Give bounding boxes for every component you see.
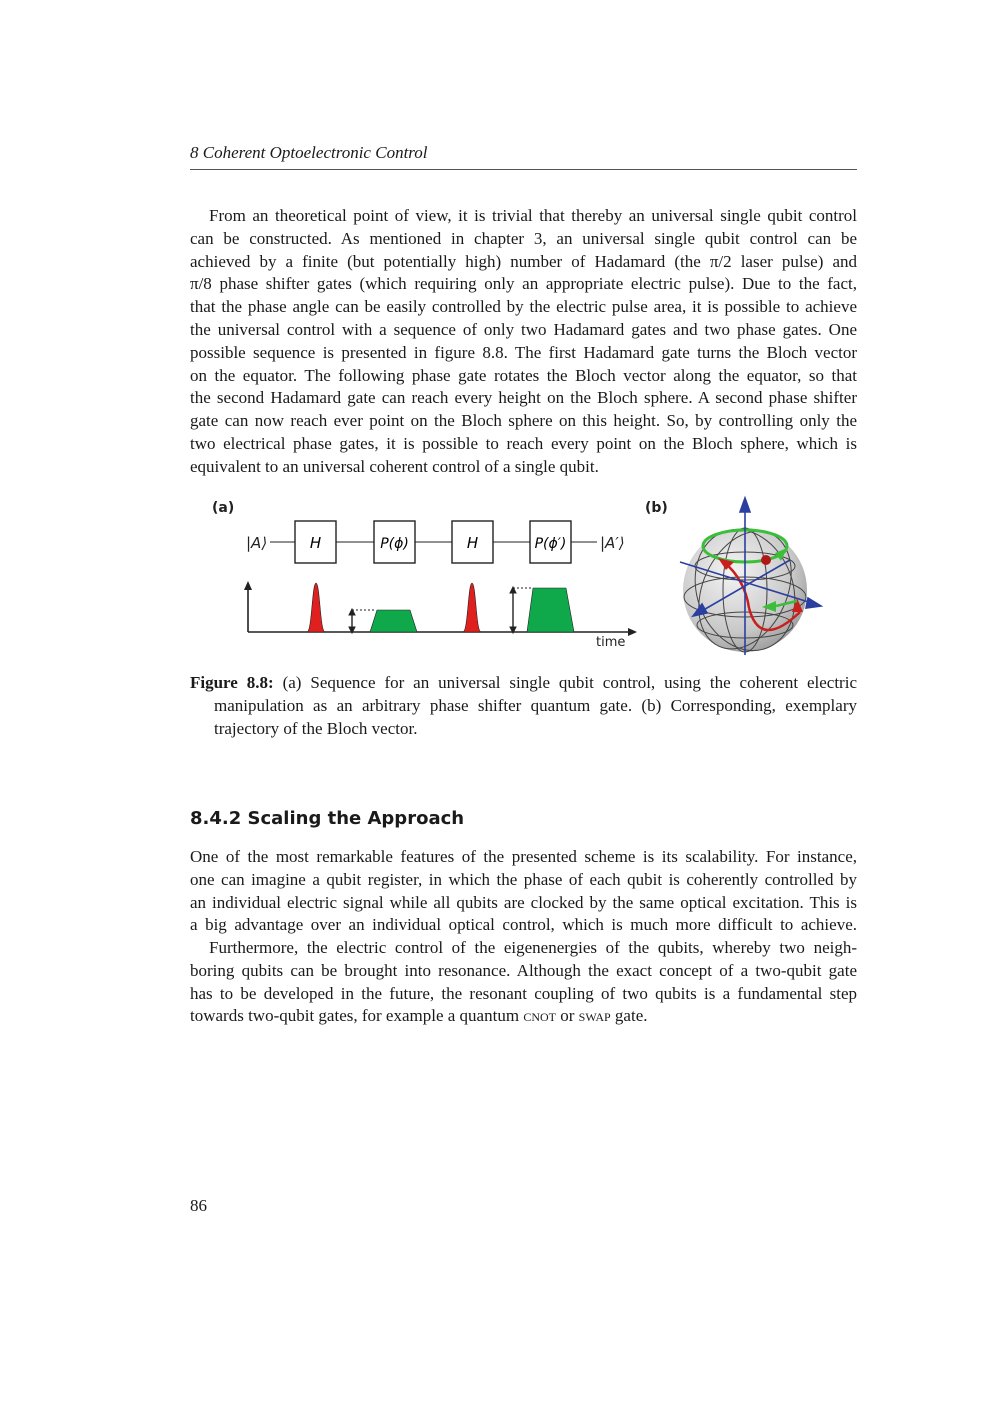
cnot-gate-name: cnot: [523, 1006, 556, 1026]
laser-pulse-1: [307, 583, 325, 632]
paragraph-line: one can imagine a qubit register, in which the phase of each qubit is coherently controlled by: [190, 869, 857, 889]
paragraph-line: an individual electric signal while all qubits are clocked by the same optical excitation. This is: [190, 892, 857, 912]
electric-pulse-2: [527, 588, 574, 632]
pulse-axes: [244, 581, 637, 636]
time-axis-label: time: [596, 635, 626, 650]
label-a: (a): [212, 500, 235, 516]
input-state: |A⟩: [246, 534, 268, 552]
label-b: (b): [645, 500, 668, 516]
paragraph-line: possible sequence is presented in figure 8.8. The first Hadamard gate turns the Bloch vector: [190, 342, 857, 362]
caption-label: Figure 8.8:: [190, 673, 274, 692]
caption-line: manipulation as an arbitrary phase shifter quantum gate. (b) Corresponding, exemplary: [214, 695, 857, 715]
paragraph-2: [190, 846, 857, 937]
svg-text:P(ϕ′): P(ϕ′): [534, 536, 567, 552]
paragraph-line: can be constructed. As mentioned in chapter 3, an universal single qubit control can be: [190, 228, 857, 248]
paragraph-line: a big advantage over an individual optical control, which is much more difficult to achieve.: [190, 915, 857, 935]
paragraph-line: on the equator. The following phase gate rotates the Bloch vector along the equator, so that: [190, 365, 857, 385]
paragraph-line: has to be developed in the future, the resonant coupling of two qubits is a fundamental step: [190, 983, 857, 1003]
electric-pulse-1: [370, 610, 417, 632]
paragraph-line: π/8 phase shifter gates (which requiring only an appropriate electric pulse). Due to the fact,: [190, 274, 857, 294]
bloch-sphere: [679, 498, 821, 665]
output-state: |A′⟩: [600, 534, 625, 552]
svg-text:H: H: [309, 534, 322, 552]
paragraph-line: that the phase angle can be easily controlled by the electric pulse area, it is possible to achieve: [190, 297, 857, 317]
swap-gate-name: swap: [578, 1006, 611, 1026]
paragraph-line: achieved by a finite (but potentially high) number of Hadamard (the π/2 laser pulse) and: [190, 251, 857, 271]
paragraph-line: the universal control with a sequence of only two Hadamard gates and two phase gates. One: [190, 319, 857, 339]
gate-h1: [295, 521, 336, 563]
paragraph-line: One of the most remarkable features of the presented scheme is its scalability. For instance,: [190, 847, 857, 866]
bloch-vector-point: [761, 555, 771, 565]
paragraph-line: Furthermore, the electric control of the eigenenergies of the qubits, whereby two neigh-: [209, 938, 857, 957]
paragraph-line: towards two-qubit gates, for example a quantum cnot or swap gate.: [190, 1006, 648, 1026]
paragraph-line: equivalent to an universal coherent control of a single qubit.: [190, 456, 599, 476]
figure-caption: [190, 672, 857, 740]
paragraph-line: the second Hadamard gate can reach every height on the Bloch sphere. A second phase shifter: [190, 388, 857, 408]
paragraph-line: gate can now reach ever point on the Bloch sphere on this height. So, by controlling only the: [190, 411, 857, 431]
paragraph-line: From an theoretical point of view, it is trivial that thereby an universal single qubit control: [209, 206, 857, 225]
svg-text:H: H: [466, 534, 479, 552]
figure-8-8: [0, 0, 1000, 700]
svg-text:P(ϕ): P(ϕ): [380, 536, 409, 552]
caption-line: (a) Sequence for an universal single qubit control, using the coherent electric: [273, 673, 857, 692]
page-number: 86: [190, 1196, 207, 1215]
paragraph-3: [190, 937, 857, 1028]
gate-p1: [374, 521, 415, 563]
section-heading: 8.4.2 Scaling the Approach: [190, 808, 465, 829]
paragraph-line: boring qubits can be brought into resonance. Although the exact concept of a two-qubit gate: [190, 960, 857, 980]
gate-p2: [530, 521, 571, 563]
running-header: 8 Coherent Optoelectronic Control: [190, 143, 428, 162]
gate-h2: [452, 521, 493, 563]
caption-line: trajectory of the Bloch vector.: [214, 718, 418, 738]
paragraph-line: two electrical phase gates, it is possible to reach every point on the Bloch sphere, which is: [190, 433, 857, 453]
laser-pulse-2: [463, 583, 481, 632]
